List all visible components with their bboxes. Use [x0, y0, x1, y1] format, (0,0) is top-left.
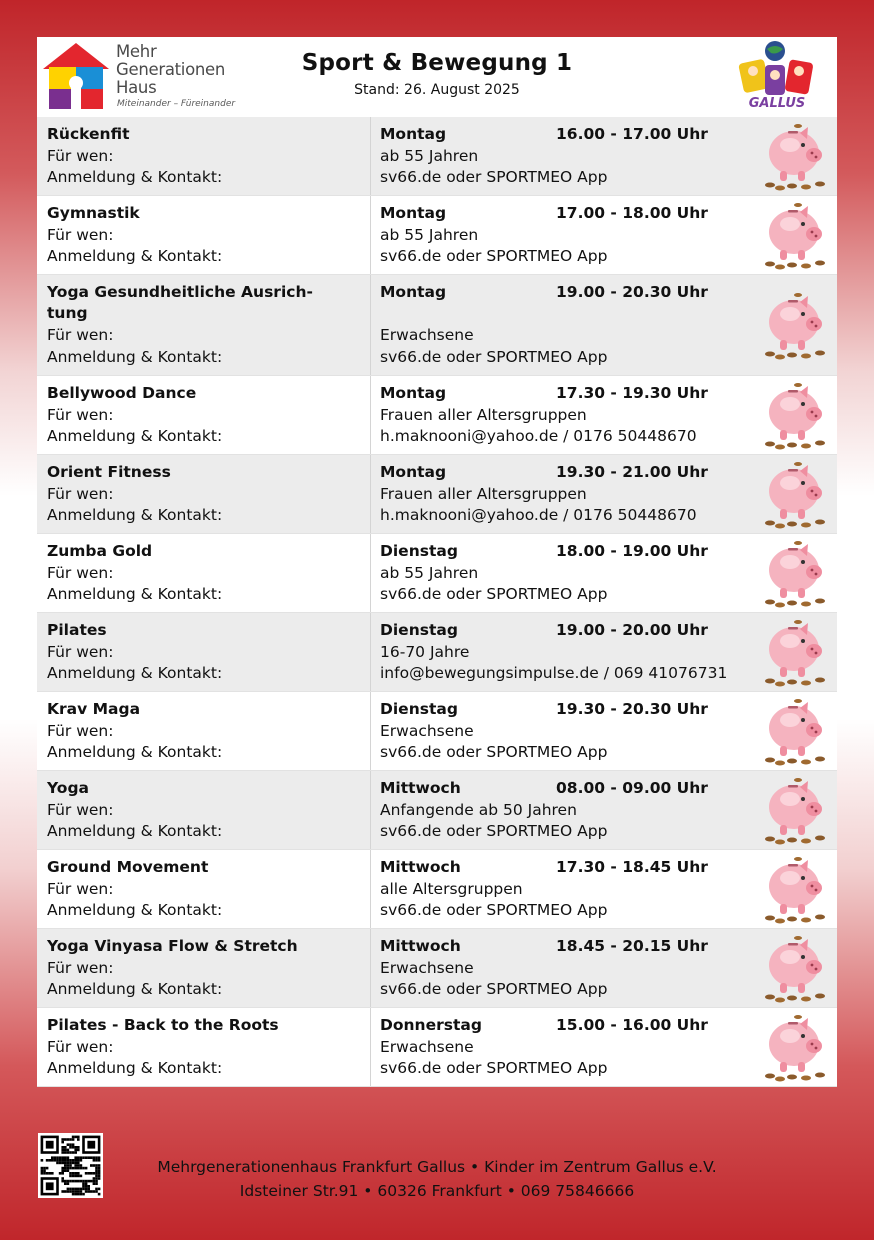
- course-name: Zumba Gold: [47, 542, 153, 560]
- course-time: 19.30 - 21.00 Uhr: [556, 463, 708, 481]
- contact-label: Anmeldung & Kontakt:: [47, 506, 223, 524]
- footer-line-1: Mehrgenerationenhaus Frankfurt Gallus • Kinder im Zentrum Gallus e.V.: [157, 1158, 717, 1176]
- piggy-bank-icon: [760, 198, 832, 272]
- audience-label: Für wen:: [47, 326, 114, 344]
- piggy-bank-icon: [760, 615, 832, 689]
- course-name: Krav Maga: [47, 700, 141, 718]
- audience-label: Für wen:: [47, 643, 114, 661]
- list-item: [37, 275, 837, 376]
- contact-label: Anmeldung & Kontakt:: [47, 168, 223, 186]
- course-name: Pilates: [47, 621, 107, 639]
- course-day: Dienstag: [380, 621, 458, 639]
- piggy-bank-icon: [760, 119, 832, 193]
- course-day: Montag: [380, 125, 447, 143]
- course-day: Montag: [380, 463, 447, 481]
- audience-label: Für wen:: [47, 959, 114, 977]
- logo-line-3: Haus: [116, 78, 157, 97]
- course-time: 17.00 - 18.00 Uhr: [556, 204, 708, 222]
- piggy-bank-icon: [760, 288, 832, 362]
- audience-label: Für wen:: [47, 485, 114, 503]
- audience-label: Für wen:: [47, 801, 114, 819]
- course-audience: Frauen aller Altersgruppen: [380, 485, 587, 503]
- course-audience: Erwachsene: [380, 1038, 474, 1056]
- audience-label: Für wen:: [47, 880, 114, 898]
- list-item: [37, 455, 837, 534]
- piggy-bank-icon: [760, 694, 832, 768]
- contact-label: Anmeldung & Kontakt:: [47, 247, 223, 265]
- course-name: Yoga: [47, 779, 90, 797]
- course-day: Mittwoch: [380, 858, 461, 876]
- list-item: [37, 613, 837, 692]
- contact-label: Anmeldung & Kontakt:: [47, 1059, 223, 1077]
- course-time: 17.30 - 18.45 Uhr: [556, 858, 708, 876]
- course-contact: sv66.de oder SPORTMEO App: [380, 247, 608, 265]
- course-contact: sv66.de oder SPORTMEO App: [380, 585, 608, 603]
- list-item: [37, 376, 837, 455]
- course-list: [37, 117, 837, 1087]
- course-audience: 16-70 Jahre: [380, 643, 470, 661]
- piggy-bank-icon: [760, 773, 832, 847]
- course-day: Montag: [380, 384, 447, 402]
- course-contact: sv66.de oder SPORTMEO App: [380, 348, 608, 366]
- list-item: [37, 534, 837, 613]
- course-time: 18.00 - 19.00 Uhr: [556, 542, 708, 560]
- course-time: 16.00 - 17.00 Uhr: [556, 125, 708, 143]
- course-name: Yoga Gesundheitliche Ausrich- tung: [47, 283, 313, 322]
- contact-label: Anmeldung & Kontakt:: [47, 348, 223, 366]
- page-subtitle: Stand: 26. August 2025: [354, 82, 520, 98]
- logo-tagline: Miteinander – Füreinander: [117, 99, 236, 109]
- course-day: Montag: [380, 204, 447, 222]
- piggy-bank-icon: [760, 931, 832, 1005]
- course-day: Montag: [380, 283, 447, 301]
- course-day: Dienstag: [380, 542, 458, 560]
- course-name: Rückenfit: [47, 125, 130, 143]
- list-item: [37, 692, 837, 771]
- course-day: Dienstag: [380, 700, 458, 718]
- contact-label: Anmeldung & Kontakt:: [47, 901, 223, 919]
- course-audience: Erwachsene: [380, 959, 474, 977]
- audience-label: Für wen:: [47, 226, 114, 244]
- logo-line-2: Generationen: [116, 60, 226, 79]
- course-audience: ab 55 Jahren: [380, 564, 479, 582]
- page-title: Sport & Bewegung 1: [301, 50, 573, 76]
- list-item: [37, 117, 837, 196]
- course-name: Pilates - Back to the Roots: [47, 1016, 279, 1034]
- course-day: Mittwoch: [380, 937, 461, 955]
- course-time: 18.45 - 20.15 Uhr: [556, 937, 708, 955]
- piggy-bank-icon: [760, 1010, 832, 1084]
- contact-label: Anmeldung & Kontakt:: [47, 743, 223, 761]
- footer-line-2: Idsteiner Str.91 • 60326 Frankfurt • 069 75846666: [239, 1182, 635, 1200]
- course-contact: info@bewegungsimpulse.de / 069 41076731: [380, 664, 728, 682]
- kiz-gallus-logo-icon: [727, 39, 827, 113]
- course-audience: Erwachsene: [380, 722, 474, 740]
- piggy-bank-icon: [760, 536, 832, 610]
- course-day: Donnerstag: [380, 1016, 482, 1034]
- course-name: Gymnastik: [47, 204, 140, 222]
- course-contact: sv66.de oder SPORTMEO App: [380, 980, 608, 998]
- header: [37, 37, 837, 118]
- audience-label: Für wen:: [47, 722, 114, 740]
- piggy-bank-icon: [760, 852, 832, 926]
- piggy-bank-icon: [760, 457, 832, 531]
- kinder-im-zentrum-logo: [727, 39, 827, 113]
- course-audience: ab 55 Jahren: [380, 226, 479, 244]
- course-day: Mittwoch: [380, 779, 461, 797]
- contact-label: Anmeldung & Kontakt:: [47, 822, 223, 840]
- course-contact: sv66.de oder SPORTMEO App: [380, 168, 608, 186]
- course-contact: h.maknooni@yahoo.de / 0176 50448670: [380, 506, 697, 524]
- course-contact: sv66.de oder SPORTMEO App: [380, 1059, 608, 1077]
- list-item: [37, 1008, 837, 1087]
- list-item: [37, 771, 837, 850]
- course-contact: sv66.de oder SPORTMEO App: [380, 822, 608, 840]
- audience-label: Für wen:: [47, 147, 114, 165]
- course-name: Yoga Vinyasa Flow & Stretch: [47, 937, 298, 955]
- schedule-sheet: [37, 37, 837, 1078]
- logo-line-1: Mehr: [116, 42, 157, 61]
- course-audience: Frauen aller Altersgruppen: [380, 406, 587, 424]
- piggy-bank-icon: [760, 378, 832, 452]
- course-contact: h.maknooni@yahoo.de / 0176 50448670: [380, 427, 697, 445]
- course-contact: sv66.de oder SPORTMEO App: [380, 901, 608, 919]
- course-name: Orient Fitness: [47, 463, 171, 481]
- course-time: 19.00 - 20.00 Uhr: [556, 621, 708, 639]
- contact-label: Anmeldung & Kontakt:: [47, 980, 223, 998]
- course-time: 19.00 - 20.30 Uhr: [556, 283, 708, 301]
- course-time: 15.00 - 16.00 Uhr: [556, 1016, 708, 1034]
- audience-label: Für wen:: [47, 564, 114, 582]
- course-time: 17.30 - 19.30 Uhr: [556, 384, 708, 402]
- course-name: Bellywood Dance: [47, 384, 197, 402]
- contact-label: Anmeldung & Kontakt:: [47, 427, 223, 445]
- course-name: Ground Movement: [47, 858, 209, 876]
- course-time: 19.30 - 20.30 Uhr: [556, 700, 708, 718]
- contact-label: Anmeldung & Kontakt:: [47, 664, 223, 682]
- list-item: [37, 929, 837, 1008]
- audience-label: Für wen:: [47, 406, 114, 424]
- course-audience: Erwachsene: [380, 326, 474, 344]
- course-contact: sv66.de oder SPORTMEO App: [380, 743, 608, 761]
- course-audience: Anfangende ab 50 Jahren: [380, 801, 577, 819]
- contact-label: Anmeldung & Kontakt:: [47, 585, 223, 603]
- list-item: [37, 196, 837, 275]
- course-audience: ab 55 Jahren: [380, 147, 479, 165]
- course-time: 08.00 - 09.00 Uhr: [556, 779, 708, 797]
- kiz-logo-text: GALLUS: [748, 96, 806, 111]
- audience-label: Für wen:: [47, 1038, 114, 1056]
- course-audience: alle Altersgruppen: [380, 880, 523, 898]
- list-item: [37, 850, 837, 929]
